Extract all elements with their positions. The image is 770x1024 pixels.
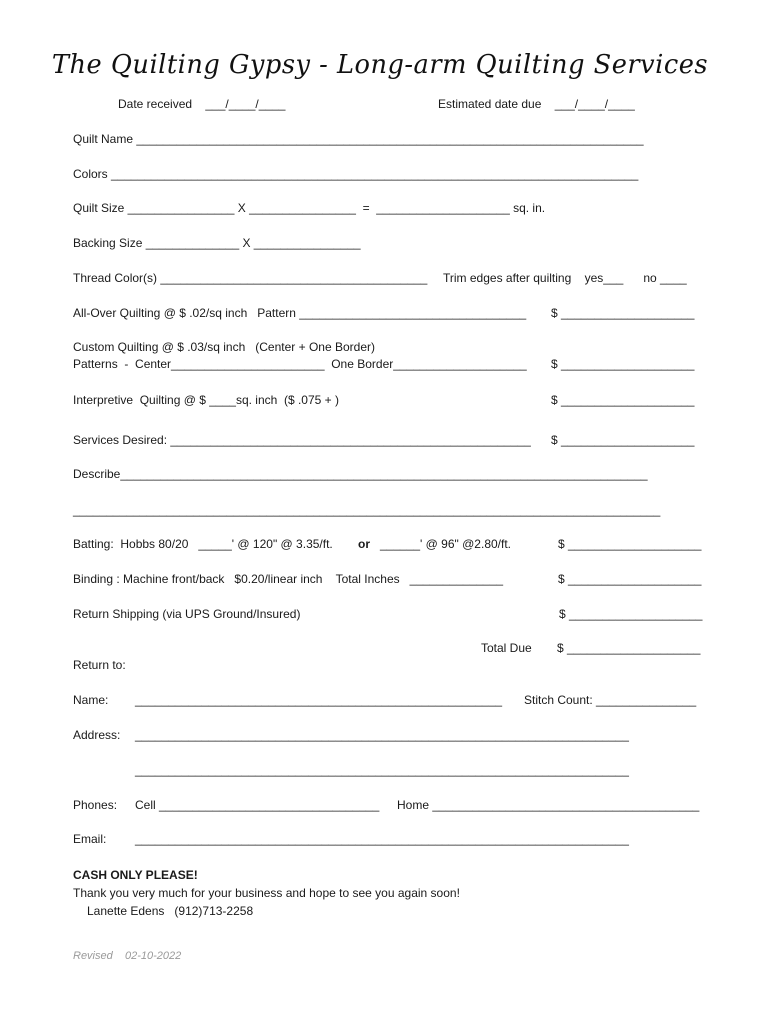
colors-field[interactable]: Colors _______________________________________________________________________________ [73, 167, 639, 181]
binding-amount-field[interactable]: $ ____________________ [558, 572, 702, 586]
trim-edges-field[interactable]: Trim edges after quilting yes___ no ____ [443, 271, 687, 285]
phones-label: Phones: [73, 798, 118, 812]
contact-info: Lanette Edens (912)713-2258 [87, 904, 254, 918]
name-field[interactable]: _______________________________________________________ [135, 693, 503, 707]
batting-or-label: or [358, 537, 370, 551]
email-label: Email: [73, 832, 107, 846]
custom-patterns-field[interactable]: Patterns - Center_______________________ One Border____________________ [73, 357, 527, 371]
home-phone-field[interactable]: Home ________________________________________ [397, 798, 700, 812]
allover-quilting-field[interactable]: All-Over Quilting @ $ .02/sq inch Pattern __________________________________ [73, 306, 527, 320]
batting-amount-field[interactable]: $ ____________________ [558, 537, 702, 551]
allover-amount-field[interactable]: $ ____________________ [551, 306, 695, 320]
quilt-size-field[interactable]: Quilt Size ________________ X ________________ = ____________________ sq. in. [73, 201, 546, 215]
name-label: Name: [73, 693, 109, 707]
thread-colors-field[interactable]: Thread Color(s) ________________________________________ [73, 271, 428, 285]
date-received-field[interactable]: Date received ___/____/____ [118, 97, 286, 111]
shipping-amount-field[interactable]: $ ____________________ [559, 607, 703, 621]
backing-size-field[interactable]: Backing Size ______________ X ________________ [73, 236, 361, 250]
interpretive-amount-field[interactable]: $ ____________________ [551, 393, 695, 407]
address-field-line-2[interactable]: __________________________________________________________________________ [135, 763, 629, 777]
batting-option-120[interactable]: Batting: Hobbs 80/20 _____' @ 120" @ 3.35/ft. [73, 537, 333, 551]
describe-field[interactable]: Describe_______________________________________________________________________________ [73, 467, 648, 481]
interpretive-quilting-field[interactable]: Interpretive Quilting @ $ ____sq. inch ($ .075 + ) [73, 393, 339, 407]
cash-only-notice: CASH ONLY PLEASE! [73, 868, 198, 882]
batting-option-96[interactable]: ______' @ 96" @2.80/ft. [380, 537, 511, 551]
custom-amount-field[interactable]: $ ____________________ [551, 357, 695, 371]
services-desired-field[interactable]: Services Desired: ______________________________________________________ [73, 433, 531, 447]
cell-phone-field[interactable]: Cell _________________________________ [135, 798, 380, 812]
address-field-line-1[interactable]: __________________________________________________________________________ [135, 728, 629, 742]
revision-date: Revised 02-10-2022 [73, 950, 182, 962]
quilt-name-field[interactable]: Quilt Name ____________________________________________________________________________ [73, 132, 644, 146]
return-to-label: Return to: [73, 658, 126, 672]
return-shipping-label: Return Shipping (via UPS Ground/Insured) [73, 607, 301, 621]
email-field[interactable]: __________________________________________________________________________ [135, 832, 629, 846]
estimated-date-field[interactable]: Estimated date due ___/____/____ [438, 97, 635, 111]
describe-line-2[interactable]: ________________________________________________________________________________________ [73, 503, 661, 517]
services-amount-field[interactable]: $ ____________________ [551, 433, 695, 447]
address-label: Address: [73, 728, 121, 742]
total-due-label: Total Due [481, 641, 532, 655]
binding-field[interactable]: Binding : Machine front/back $0.20/linear inch Total Inches ______________ [73, 572, 504, 586]
custom-quilting-label: Custom Quilting @ $ .03/sq inch (Center + One Border) [73, 340, 375, 354]
page-title: The Quilting Gypsy - Long-arm Quilting Services [51, 50, 709, 80]
thank-you-note: Thank you very much for your business and hope to see you again soon! [73, 886, 460, 900]
total-due-amount-field[interactable]: $ ____________________ [557, 641, 701, 655]
stitch-count-field[interactable]: Stitch Count: _______________ [524, 693, 697, 707]
